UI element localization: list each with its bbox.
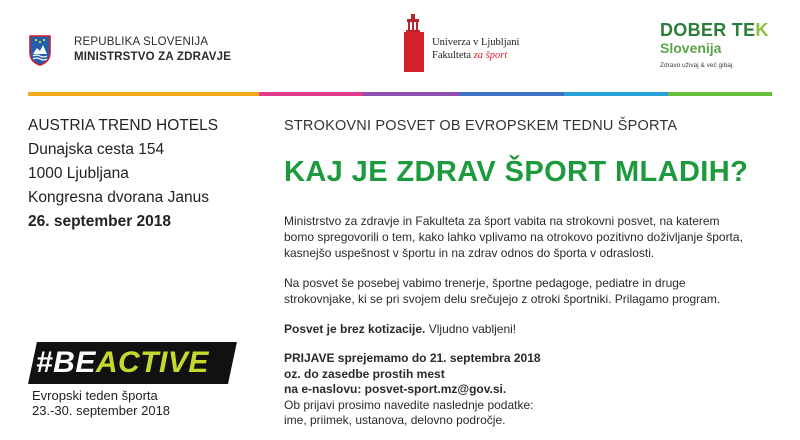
event-headline: KAJ JE ZDRAV ŠPORT MLADIH? — [284, 156, 749, 188]
invitation-content — [284, 118, 780, 429]
university-name — [432, 36, 519, 62]
stripe-segment — [564, 92, 668, 96]
european-sport-week — [32, 388, 170, 418]
event-date: 26. september 2018 — [28, 213, 172, 230]
sport-week-dates: 23.-30. september 2018 — [32, 403, 171, 418]
stripe-segment — [460, 92, 564, 96]
registration-fields: ime, priimek, ustanova, delovno področje. — [284, 413, 506, 427]
registration-deadline: PRIJAVE sprejemamo do 21. septembra 2018 — [284, 351, 541, 365]
audience-line: strokovnjake, ki se pri svojem delu srečujejo z otroki športniki. Prilagamo program. — [284, 292, 721, 306]
audience-line: Na posvet še posebej vabimo trenerje, športne pedagoge, pediatre in druge — [284, 276, 686, 290]
fee-notice: Posvet je brez kotizacije. — [284, 322, 426, 336]
intro-line: bomo spregovorili o tem, kako lahko vplivamo na otrokovo pozitivno doživljanje športa, — [284, 230, 743, 244]
beactive-word: ACTIVE — [95, 346, 209, 379]
university-line2-part2: za šport — [473, 50, 508, 61]
university-logo — [404, 14, 524, 72]
beactive-wordmark — [36, 346, 209, 380]
sport-week-title: Evropski teden športa — [32, 388, 158, 403]
registration-block — [284, 351, 780, 429]
registration-instructions: Ob prijavi prosimo navedite naslednje podatke: — [284, 397, 534, 412]
stripe-segment — [28, 92, 259, 96]
welcome-text: Vljudno vabljeni! — [425, 322, 517, 336]
venue-hall: Kongresna dvorana Janus — [28, 189, 209, 206]
stripe-segment — [363, 92, 460, 96]
dober-tek-title-part2: K — [755, 20, 769, 40]
venue-street: Dunajska cesta 154 — [28, 141, 165, 158]
university-red-bar — [404, 32, 424, 72]
university-crest-icon — [406, 14, 420, 32]
ministry-logo — [28, 34, 231, 66]
intro-line: Ministrstvo za zdravje in Fakulteta za šport vabita na strokovni posvet, na katerem — [284, 214, 720, 228]
dober-tek-logo — [660, 20, 780, 69]
university-line2 — [432, 49, 519, 62]
registration-email: na e-naslovu: posvet-sport.mz@gov.si. — [284, 382, 507, 396]
dober-tek-subtitle: Slovenija — [660, 40, 722, 56]
venue-hotel: AUSTRIA TREND HOTELS — [28, 117, 219, 134]
ministry-line2: MINISTRSTVO ZA ZDRAVJE — [74, 51, 232, 63]
dober-tek-title-part1: DOBER TE — [660, 20, 756, 40]
fee-paragraph — [284, 321, 780, 337]
intro-paragraph — [284, 213, 780, 261]
university-line1: Univerza v Ljubljani — [432, 37, 520, 48]
venue-city: 1000 Ljubljana — [28, 165, 129, 182]
ministry-name — [74, 35, 231, 65]
ministry-line1: REPUBLIKA SLOVENIJA — [74, 36, 209, 48]
dober-tek-tagline: Zdravo uživaj & več gibaj. — [660, 62, 735, 69]
beactive-hash: #BE — [36, 346, 96, 379]
audience-paragraph — [284, 275, 780, 307]
venue-block — [28, 114, 258, 234]
university-line2-part1: Fakulteta — [432, 50, 474, 61]
stripe-segment — [668, 92, 772, 96]
dober-tek-title — [660, 20, 780, 40]
beactive-logo — [28, 342, 228, 384]
color-stripe — [28, 92, 772, 96]
slovenia-coat-of-arms-icon — [28, 34, 52, 66]
registration-capacity: oz. do zasedbe prostih mest — [284, 366, 445, 381]
stripe-segment — [259, 92, 363, 96]
intro-line: kasnejšo uspešnost v športu in na zdrav odnos do športa v odraslosti. — [284, 246, 655, 260]
event-kicker: STROKOVNI POSVET OB EVROPSKEM TEDNU ŠPORTA — [284, 118, 678, 134]
